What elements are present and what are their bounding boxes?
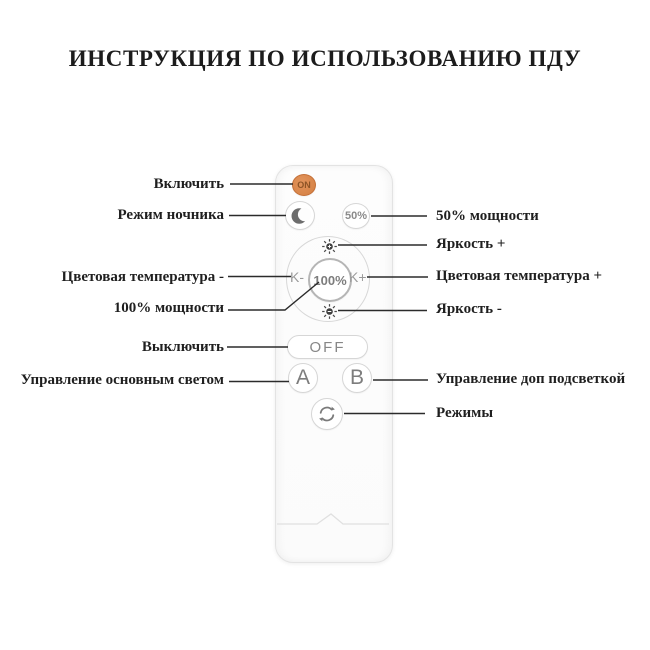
label-color-temp-minus: Цветовая температура -	[61, 269, 224, 285]
label-main-light-control: Управление основным светом	[20, 372, 224, 388]
b-button: B	[342, 363, 372, 393]
on-button: ON	[292, 174, 316, 196]
fifty-percent-button: 50%	[342, 203, 370, 229]
modes-button	[311, 398, 343, 430]
label-100-percent-power: 100% мощности	[113, 300, 224, 316]
k-plus-button: K+	[349, 269, 367, 285]
label-brightness-minus: Яркость -	[436, 301, 502, 317]
a-button: A	[288, 363, 318, 393]
label-color-temp-plus: Цветовая температура +	[436, 268, 602, 284]
label-modes: Режимы	[436, 405, 494, 421]
label-turn-off: Выключить	[141, 339, 224, 355]
off-button: OFF	[287, 335, 368, 359]
crescent-moon-icon	[289, 205, 311, 227]
label-50-percent-power: 50% мощности	[436, 208, 539, 224]
label-turn-on: Включить	[153, 176, 224, 192]
k-minus-button: K-	[290, 269, 304, 285]
label-brightness-plus: Яркость +	[436, 236, 506, 252]
night-mode-button	[285, 201, 315, 230]
cycle-arrows-icon	[317, 404, 337, 424]
sun-plus-icon	[321, 238, 338, 255]
page-title: ИНСТРУКЦИЯ ПО ИСПОЛЬЗОВАНИЮ ПДУ	[68, 46, 582, 71]
label-aux-light-control: Управление доп подсветкой	[436, 371, 626, 387]
sun-minus-icon	[321, 303, 338, 320]
hundred-percent-button: 100%	[308, 258, 352, 302]
label-night-mode: Режим ночника	[117, 207, 224, 223]
